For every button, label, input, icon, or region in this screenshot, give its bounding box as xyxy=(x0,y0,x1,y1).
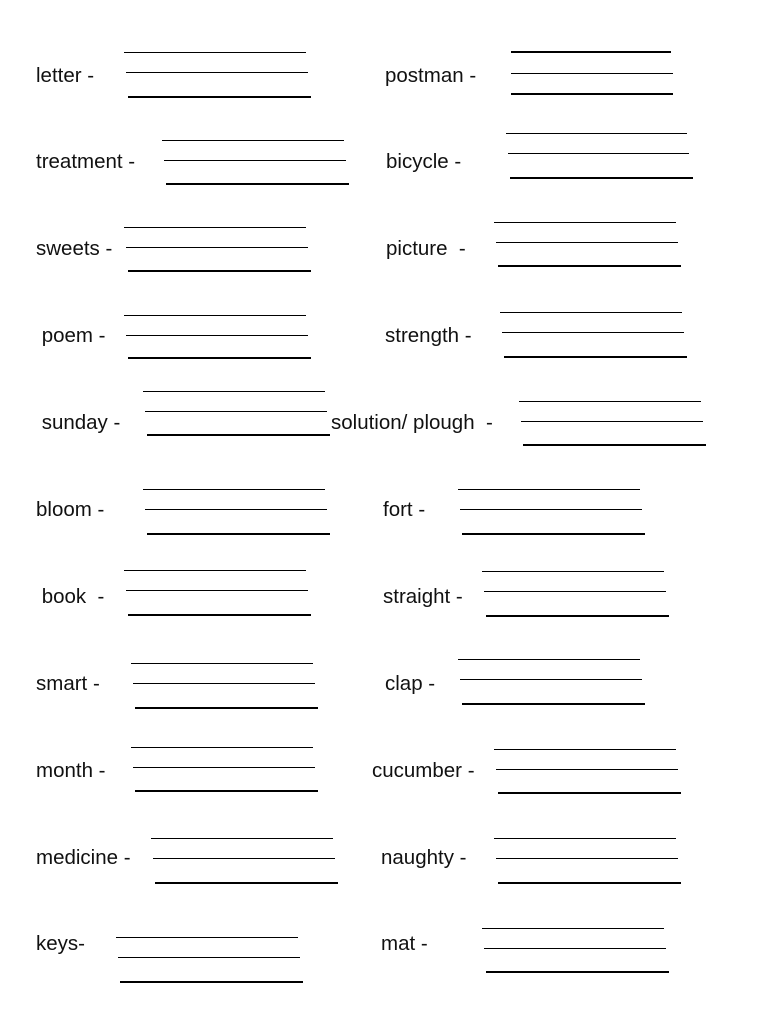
writing-line xyxy=(486,615,669,617)
writing-line xyxy=(462,703,645,705)
word-label: solution/ plough - xyxy=(331,411,493,434)
writing-line xyxy=(511,51,671,53)
writing-line xyxy=(496,769,678,770)
writing-line xyxy=(147,533,330,535)
writing-line xyxy=(128,96,311,98)
writing-line xyxy=(496,242,678,243)
writing-line xyxy=(500,312,682,313)
writing-line xyxy=(131,747,313,748)
writing-line xyxy=(511,73,673,74)
writing-line xyxy=(135,707,318,709)
writing-line xyxy=(128,614,311,616)
word-label: sweets - xyxy=(36,237,113,260)
writing-line xyxy=(118,957,300,958)
writing-line xyxy=(482,571,664,572)
writing-line xyxy=(128,270,311,272)
writing-line xyxy=(120,981,303,983)
word-label: picture - xyxy=(386,237,466,260)
writing-line xyxy=(151,838,333,839)
writing-line xyxy=(135,790,318,792)
writing-line xyxy=(460,679,642,680)
writing-line xyxy=(131,663,313,664)
writing-line xyxy=(523,444,706,446)
writing-line xyxy=(145,509,327,510)
writing-line xyxy=(124,227,306,228)
writing-line xyxy=(494,749,676,750)
word-label: bicycle - xyxy=(386,150,462,173)
writing-line xyxy=(124,315,306,316)
writing-line xyxy=(486,971,669,973)
word-label: postman - xyxy=(385,64,477,87)
writing-line xyxy=(511,93,673,95)
word-label: poem - xyxy=(36,324,106,347)
writing-line xyxy=(498,792,681,794)
word-label: month - xyxy=(36,759,106,782)
writing-line xyxy=(460,509,642,510)
writing-line xyxy=(496,858,678,859)
writing-line xyxy=(124,52,306,53)
writing-line xyxy=(124,570,306,571)
word-label: keys- xyxy=(36,932,85,955)
word-label: letter - xyxy=(36,64,95,87)
writing-line xyxy=(482,928,664,929)
word-label: treatment - xyxy=(36,150,136,173)
writing-line xyxy=(510,177,693,179)
writing-line xyxy=(458,489,640,490)
writing-line xyxy=(126,247,308,248)
writing-line xyxy=(484,948,666,949)
writing-line xyxy=(498,882,681,884)
word-label: straight - xyxy=(383,585,463,608)
word-label: cucumber - xyxy=(372,759,475,782)
writing-line xyxy=(494,838,676,839)
word-label: mat - xyxy=(381,932,428,955)
word-label: naughty - xyxy=(381,846,467,869)
writing-line xyxy=(506,133,687,134)
writing-line xyxy=(502,332,684,333)
writing-line xyxy=(133,683,315,684)
writing-line xyxy=(508,153,689,154)
word-label: strength - xyxy=(385,324,472,347)
writing-line xyxy=(462,533,645,535)
word-label: smart - xyxy=(36,672,100,695)
writing-line xyxy=(155,882,338,884)
writing-line xyxy=(458,659,640,660)
word-label: fort - xyxy=(383,498,426,521)
writing-line xyxy=(521,421,703,422)
writing-line xyxy=(153,858,335,859)
writing-line xyxy=(494,222,676,223)
writing-line xyxy=(164,160,346,161)
word-label: clap - xyxy=(385,672,436,695)
word-label: medicine - xyxy=(36,846,131,869)
writing-line xyxy=(126,590,308,591)
writing-line xyxy=(128,357,311,359)
writing-line xyxy=(133,767,315,768)
writing-line xyxy=(498,265,681,267)
word-label: bloom - xyxy=(36,498,105,521)
writing-line xyxy=(126,72,308,73)
writing-line xyxy=(162,140,344,141)
writing-line xyxy=(166,183,349,185)
writing-line xyxy=(145,411,327,412)
writing-line xyxy=(504,356,687,358)
writing-line xyxy=(143,489,325,490)
writing-line xyxy=(147,434,330,436)
writing-line xyxy=(519,401,701,402)
writing-line xyxy=(126,335,308,336)
writing-line xyxy=(116,937,298,938)
writing-line xyxy=(143,391,325,392)
word-label: sunday - xyxy=(36,411,121,434)
writing-line xyxy=(484,591,666,592)
word-label: book - xyxy=(36,585,105,608)
